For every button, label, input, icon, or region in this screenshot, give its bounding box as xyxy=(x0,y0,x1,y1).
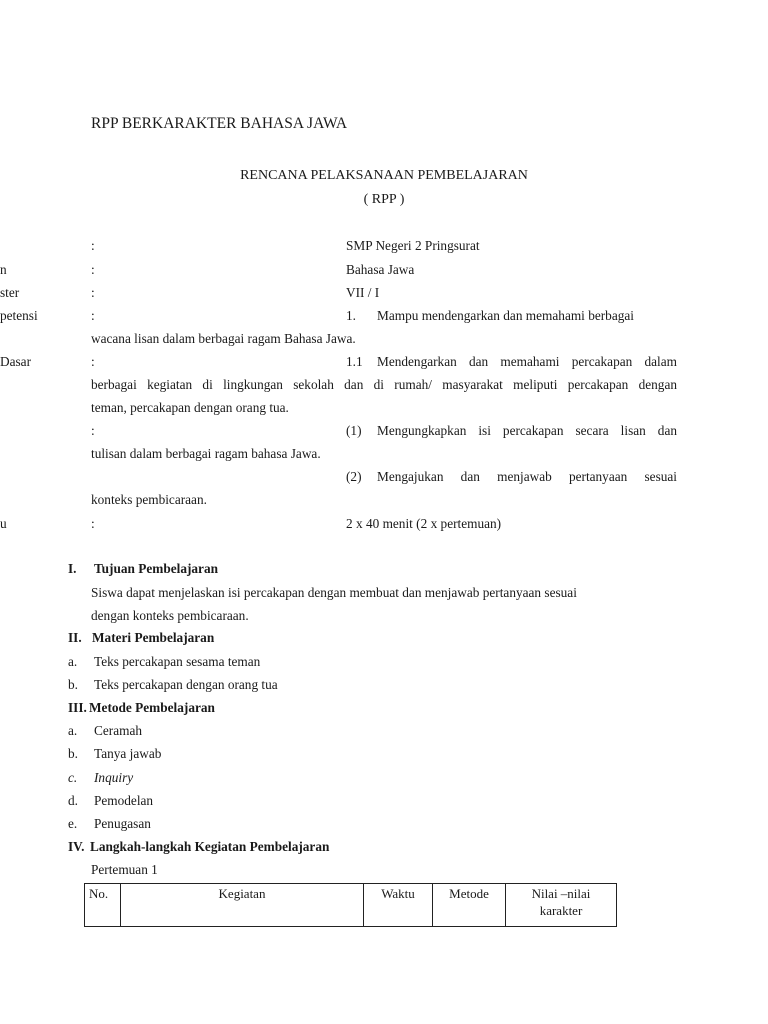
identity-label-competence: petensi xyxy=(0,308,38,323)
list-item-marker: c. xyxy=(68,770,78,785)
list-item-marker: d. xyxy=(68,793,78,808)
identity-colon: : xyxy=(91,262,95,277)
list-item: Tanya jawab xyxy=(94,746,162,761)
basic-competence-text-cont2: teman, percakapan dengan orang tua. xyxy=(91,400,289,415)
basic-competence-text-cont: berbagai kegiatan di lingkungan sekolah dan di rumah/ masyarakat meliputi percakapan dengan xyxy=(91,377,677,392)
identity-value-semester: VII / I xyxy=(346,285,380,300)
basic-competence-number: 1.1 xyxy=(346,354,363,369)
list-item: Pemodelan xyxy=(94,793,154,808)
list-item-marker: b. xyxy=(68,746,78,761)
list-item: Ceramah xyxy=(94,723,142,738)
indicator-1-text: Mengungkapkan isi percakapan secara lisan dan xyxy=(377,423,677,438)
list-item: Inquiry xyxy=(94,770,134,785)
section-1-title: Tujuan Pembelajaran xyxy=(94,561,218,576)
list-item-marker: a. xyxy=(68,723,78,738)
indicator-1-text-cont: tulisan dalam berbagai ragam bahasa Jawa. xyxy=(91,446,321,461)
indicator-2-text-cont: konteks pembicaraan. xyxy=(91,492,207,507)
section-3-title: Metode Pembelajaran xyxy=(89,700,215,715)
identity-value-school: SMP Negeri 2 Pringsurat xyxy=(346,238,480,253)
document-title: RENCANA PELAKSANAAN PEMBELAJARAN xyxy=(240,168,528,183)
section-4-title: Langkah-langkah Kegiatan Pembelajaran xyxy=(90,839,330,854)
table-header-character-values: Nilai –nilai karakter xyxy=(506,884,617,927)
identity-label-subject: n xyxy=(0,262,7,277)
indicator-2-text: Mengajukan dan menjawab pertanyaan sesuai xyxy=(377,469,677,484)
activities-table xyxy=(84,883,617,927)
section-4-number: IV. xyxy=(68,839,85,854)
identity-colon: : xyxy=(91,285,95,300)
list-item: Teks percakapan dengan orang tua xyxy=(94,677,278,692)
competence-text-cont: wacana lisan dalam berbagai ragam Bahasa Jawa. xyxy=(91,331,356,346)
table-header-row xyxy=(85,884,617,927)
table-header-activity: Kegiatan xyxy=(121,884,364,927)
document-subtitle: ( RPP ) xyxy=(363,192,405,207)
list-item-marker: a. xyxy=(68,654,78,669)
competence-number: 1. xyxy=(346,308,356,323)
list-item-marker: b. xyxy=(68,677,78,692)
identity-value-subject: Bahasa Jawa xyxy=(346,262,415,277)
list-item-marker: e. xyxy=(68,816,78,831)
identity-label-time: u xyxy=(0,516,7,531)
identity-colon: : xyxy=(91,354,95,369)
indicator-2-number: (2) xyxy=(346,469,362,484)
section-1-number: I. xyxy=(68,561,77,576)
list-item: Penugasan xyxy=(94,816,151,831)
section-1-text-cont: dengan konteks pembicaraan. xyxy=(91,608,249,623)
section-1-text: Siswa dapat menjelaskan isi percakapan dengan membuat dan menjawab pertanyaan sesuai xyxy=(91,585,577,600)
meeting-label: Pertemuan 1 xyxy=(91,862,158,877)
table-header-method: Metode xyxy=(433,884,506,927)
identity-colon: : xyxy=(91,516,95,531)
section-3-number: III. xyxy=(68,700,87,715)
identity-label-semester: ster xyxy=(0,285,20,300)
identity-colon: : xyxy=(91,308,95,323)
list-item: Teks percakapan sesama teman xyxy=(94,654,261,669)
identity-colon: : xyxy=(91,423,95,438)
basic-competence-text: Mendengarkan dan memahami percakapan dalam xyxy=(377,354,677,369)
competence-text: Mampu mendengarkan dan memahami berbagai xyxy=(377,308,634,323)
identity-colon: : xyxy=(91,238,95,253)
identity-label-basic-competence: Dasar xyxy=(0,354,32,369)
identity-value-time: 2 x 40 menit (2 x pertemuan) xyxy=(346,516,502,531)
document-header: RPP BERKARAKTER BAHASA JAWA xyxy=(91,115,348,132)
section-2-number: II. xyxy=(68,630,82,645)
indicator-1-number: (1) xyxy=(346,423,362,438)
table-header-time: Waktu xyxy=(364,884,433,927)
table-header-no: No. xyxy=(85,884,121,927)
section-2-title: Materi Pembelajaran xyxy=(92,630,215,645)
